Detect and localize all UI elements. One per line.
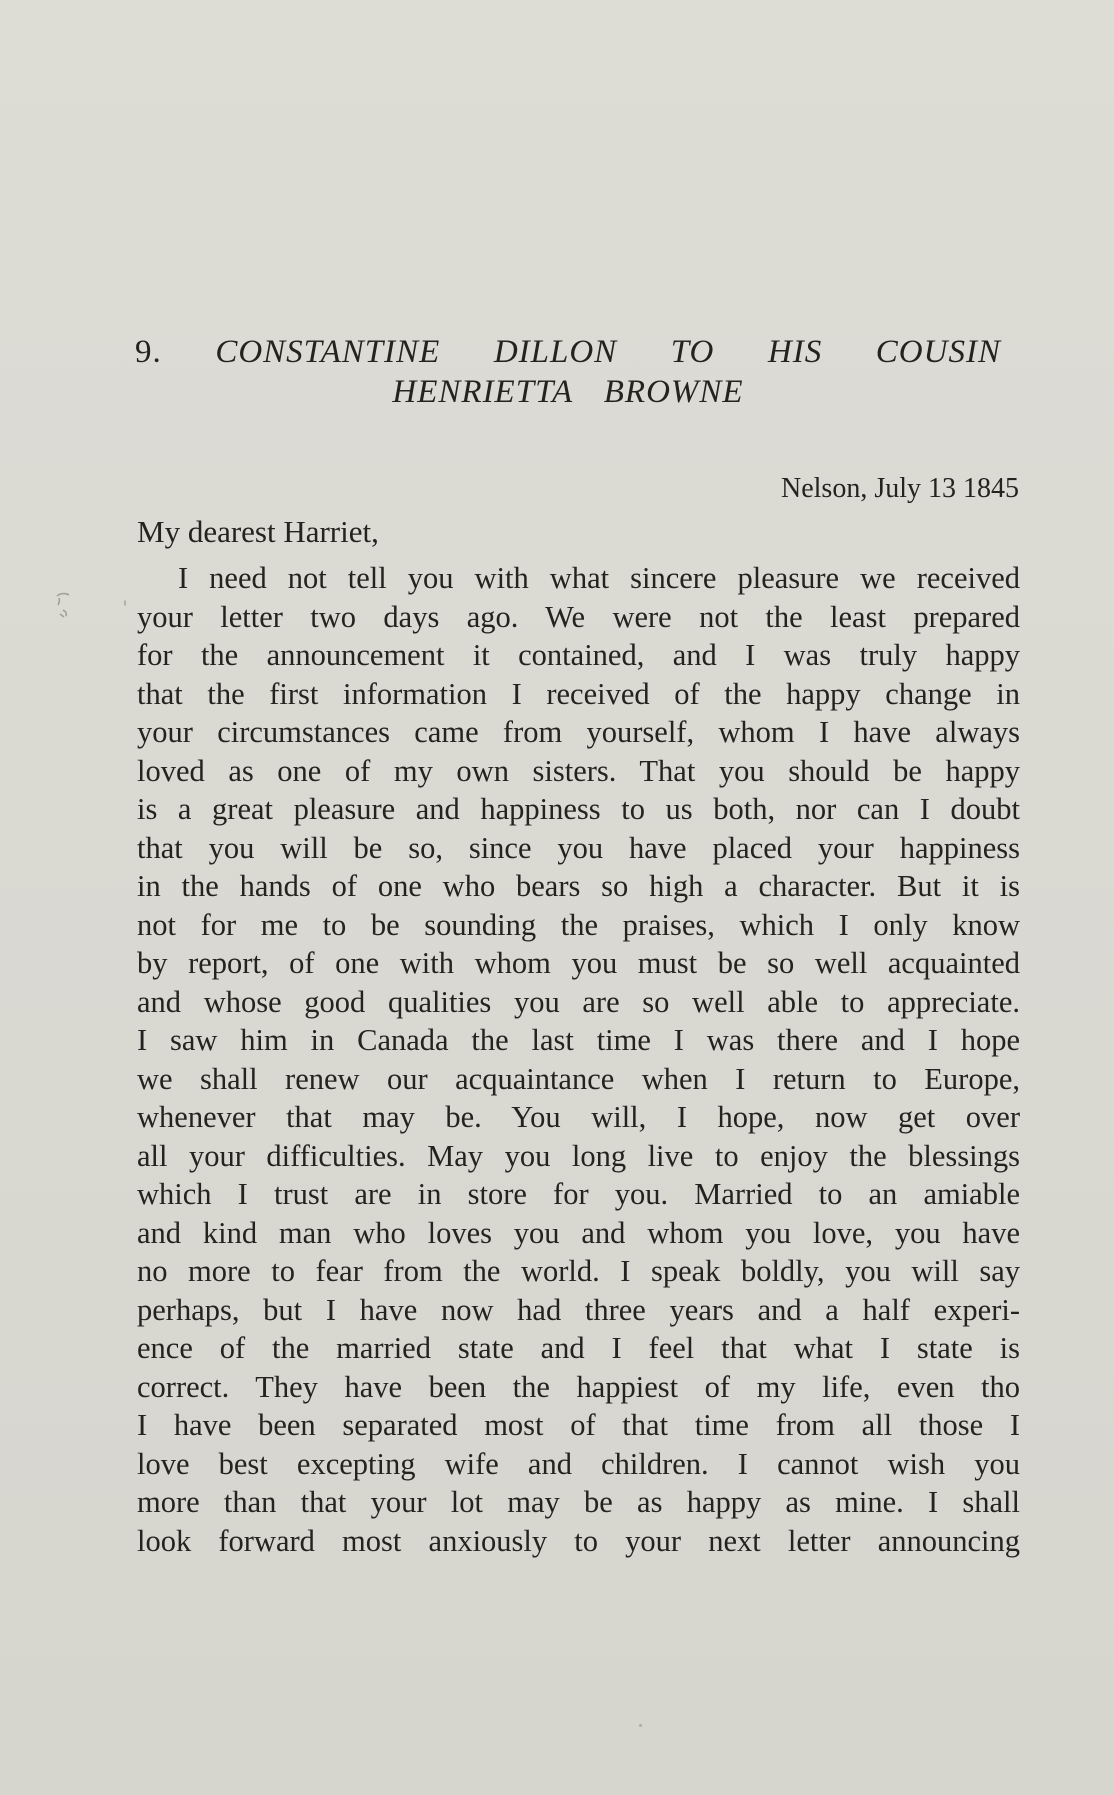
- body-line: by report, of one with whom you must be so well acquainted: [137, 946, 1020, 980]
- body-line: and whose good qualities you are so well able to appreciate.: [137, 984, 1020, 1019]
- heading-line-2: HENRIETTA BROWNE: [392, 374, 744, 410]
- body-line: I need not tell you with what sincere pleasure we received: [178, 561, 1020, 595]
- paper-speck: [639, 1724, 642, 1727]
- body-line: I saw him in Canada the last time I was there and I hope: [137, 1023, 1020, 1057]
- body-line: for the announcement it contained, and I was truly happy: [137, 638, 1020, 672]
- paper-speck: [124, 600, 126, 606]
- body-line: in the hands of one who bears so high a character. But it is: [137, 869, 1020, 903]
- body-line: I have been separated most of that time from all those I: [137, 1408, 1020, 1442]
- heading-word: HIS: [767, 334, 823, 370]
- letter-heading: [135, 332, 1001, 412]
- margin-mark-icon: [54, 590, 74, 624]
- heading-line-1: [135, 332, 1001, 372]
- body-line: which I trust are in store for you. Married to an amiable: [137, 1177, 1020, 1211]
- body-line: is a great pleasure and happiness to us both, nor can I doubt: [137, 792, 1020, 826]
- body-line: ence of the married state and I feel that what I state is: [137, 1331, 1020, 1365]
- body-line: look forward most anxiously to your next letter announcing: [137, 1523, 1020, 1558]
- body-line: love best excepting wife and children. I cannot wish you: [137, 1446, 1020, 1481]
- body-line: and kind man who loves you and whom you love, you have: [137, 1215, 1020, 1250]
- heading-word: COUSIN: [875, 334, 1001, 370]
- dateline: Nelson, July 13 1845: [781, 473, 1019, 504]
- body-line: we shall renew our acquaintance when I return to Europe,: [137, 1061, 1020, 1096]
- body-line: loved as one of my own sisters. That you should be happy: [137, 753, 1020, 788]
- letter-number: 9.: [135, 334, 162, 370]
- body-line: more than that your lot may be as happy as mine. I shall: [137, 1485, 1020, 1519]
- body-line: correct. They have been the happiest of my life, even tho: [137, 1369, 1020, 1404]
- body-line: all your difficulties. May you long live to enjoy the blessings: [137, 1138, 1020, 1173]
- body-line: your letter two days ago. We were not the least prepared: [137, 599, 1020, 634]
- body-line: not for me to be sounding the praises, which I only know: [137, 907, 1020, 942]
- body-line: that the first information I received of the happy change in: [137, 676, 1020, 711]
- heading-word: CONSTANTINE: [215, 334, 441, 370]
- letter-body: [137, 559, 1020, 1560]
- body-line: your circumstances came from yourself, whom I have always: [137, 715, 1020, 749]
- body-line: whenever that may be. You will, I hope, now get over: [137, 1100, 1020, 1134]
- body-line: perhaps, but I have now had three years and a half experi-: [137, 1292, 1020, 1327]
- body-line: that you will be so, since you have placed your happiness: [137, 830, 1020, 865]
- body-line: no more to fear from the world. I speak boldly, you will say: [137, 1254, 1020, 1288]
- heading-word: TO: [670, 334, 715, 370]
- heading-word: DILLON: [493, 334, 618, 370]
- salutation: My dearest Harriet,: [137, 514, 379, 549]
